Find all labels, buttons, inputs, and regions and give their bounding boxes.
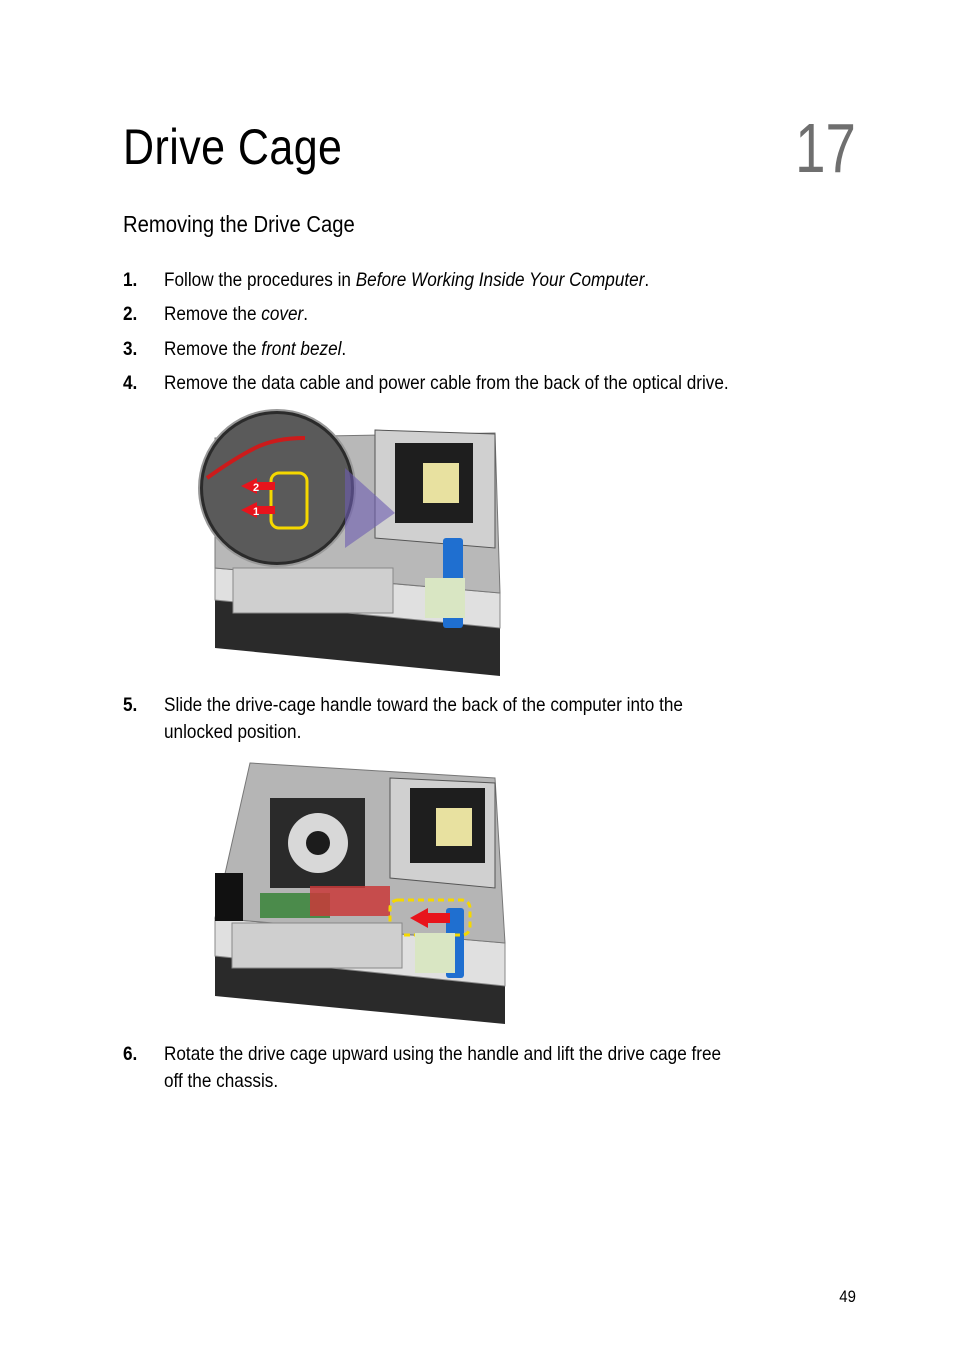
- link-before-working[interactable]: Before Working Inside Your Computer: [355, 269, 645, 291]
- step-number: 5.: [123, 694, 138, 716]
- step-number: 2.: [123, 303, 138, 325]
- step-text: Slide the drive-cage handle toward the back of the computer into the unlocked position.: [164, 694, 683, 743]
- step-number: 3.: [123, 338, 138, 360]
- computer-illustration-1: [195, 408, 515, 678]
- step-text: Rotate the drive cage upward using the handle and lift the drive cage free off the chassis.: [164, 1043, 722, 1092]
- callout-2: 2: [253, 482, 260, 494]
- section-heading: Removing the Drive Cage: [123, 211, 355, 237]
- callout-1: 1: [253, 506, 260, 518]
- step-text: Remove the data cable and power cable from the back of the optical drive.: [164, 372, 729, 394]
- step-text: Follow the procedures in Before Working Inside Your Computer.: [164, 269, 650, 291]
- step-text: Remove the cover.: [164, 303, 309, 325]
- link-cover[interactable]: cover: [261, 303, 304, 325]
- step-text: Remove the front bezel.: [164, 338, 347, 360]
- step-number: 4.: [123, 372, 138, 394]
- figure-slide-handle: [210, 758, 515, 1026]
- figure-remove-cables: [195, 408, 515, 678]
- page-number: 49: [839, 1287, 856, 1306]
- chapter-title: Drive Cage: [123, 119, 343, 175]
- step-number: 6.: [123, 1043, 138, 1065]
- step-number: 1.: [123, 269, 138, 291]
- link-front-bezel[interactable]: front bezel: [261, 338, 342, 360]
- computer-illustration-2: [210, 758, 515, 1026]
- chapter-number: 17: [795, 109, 856, 187]
